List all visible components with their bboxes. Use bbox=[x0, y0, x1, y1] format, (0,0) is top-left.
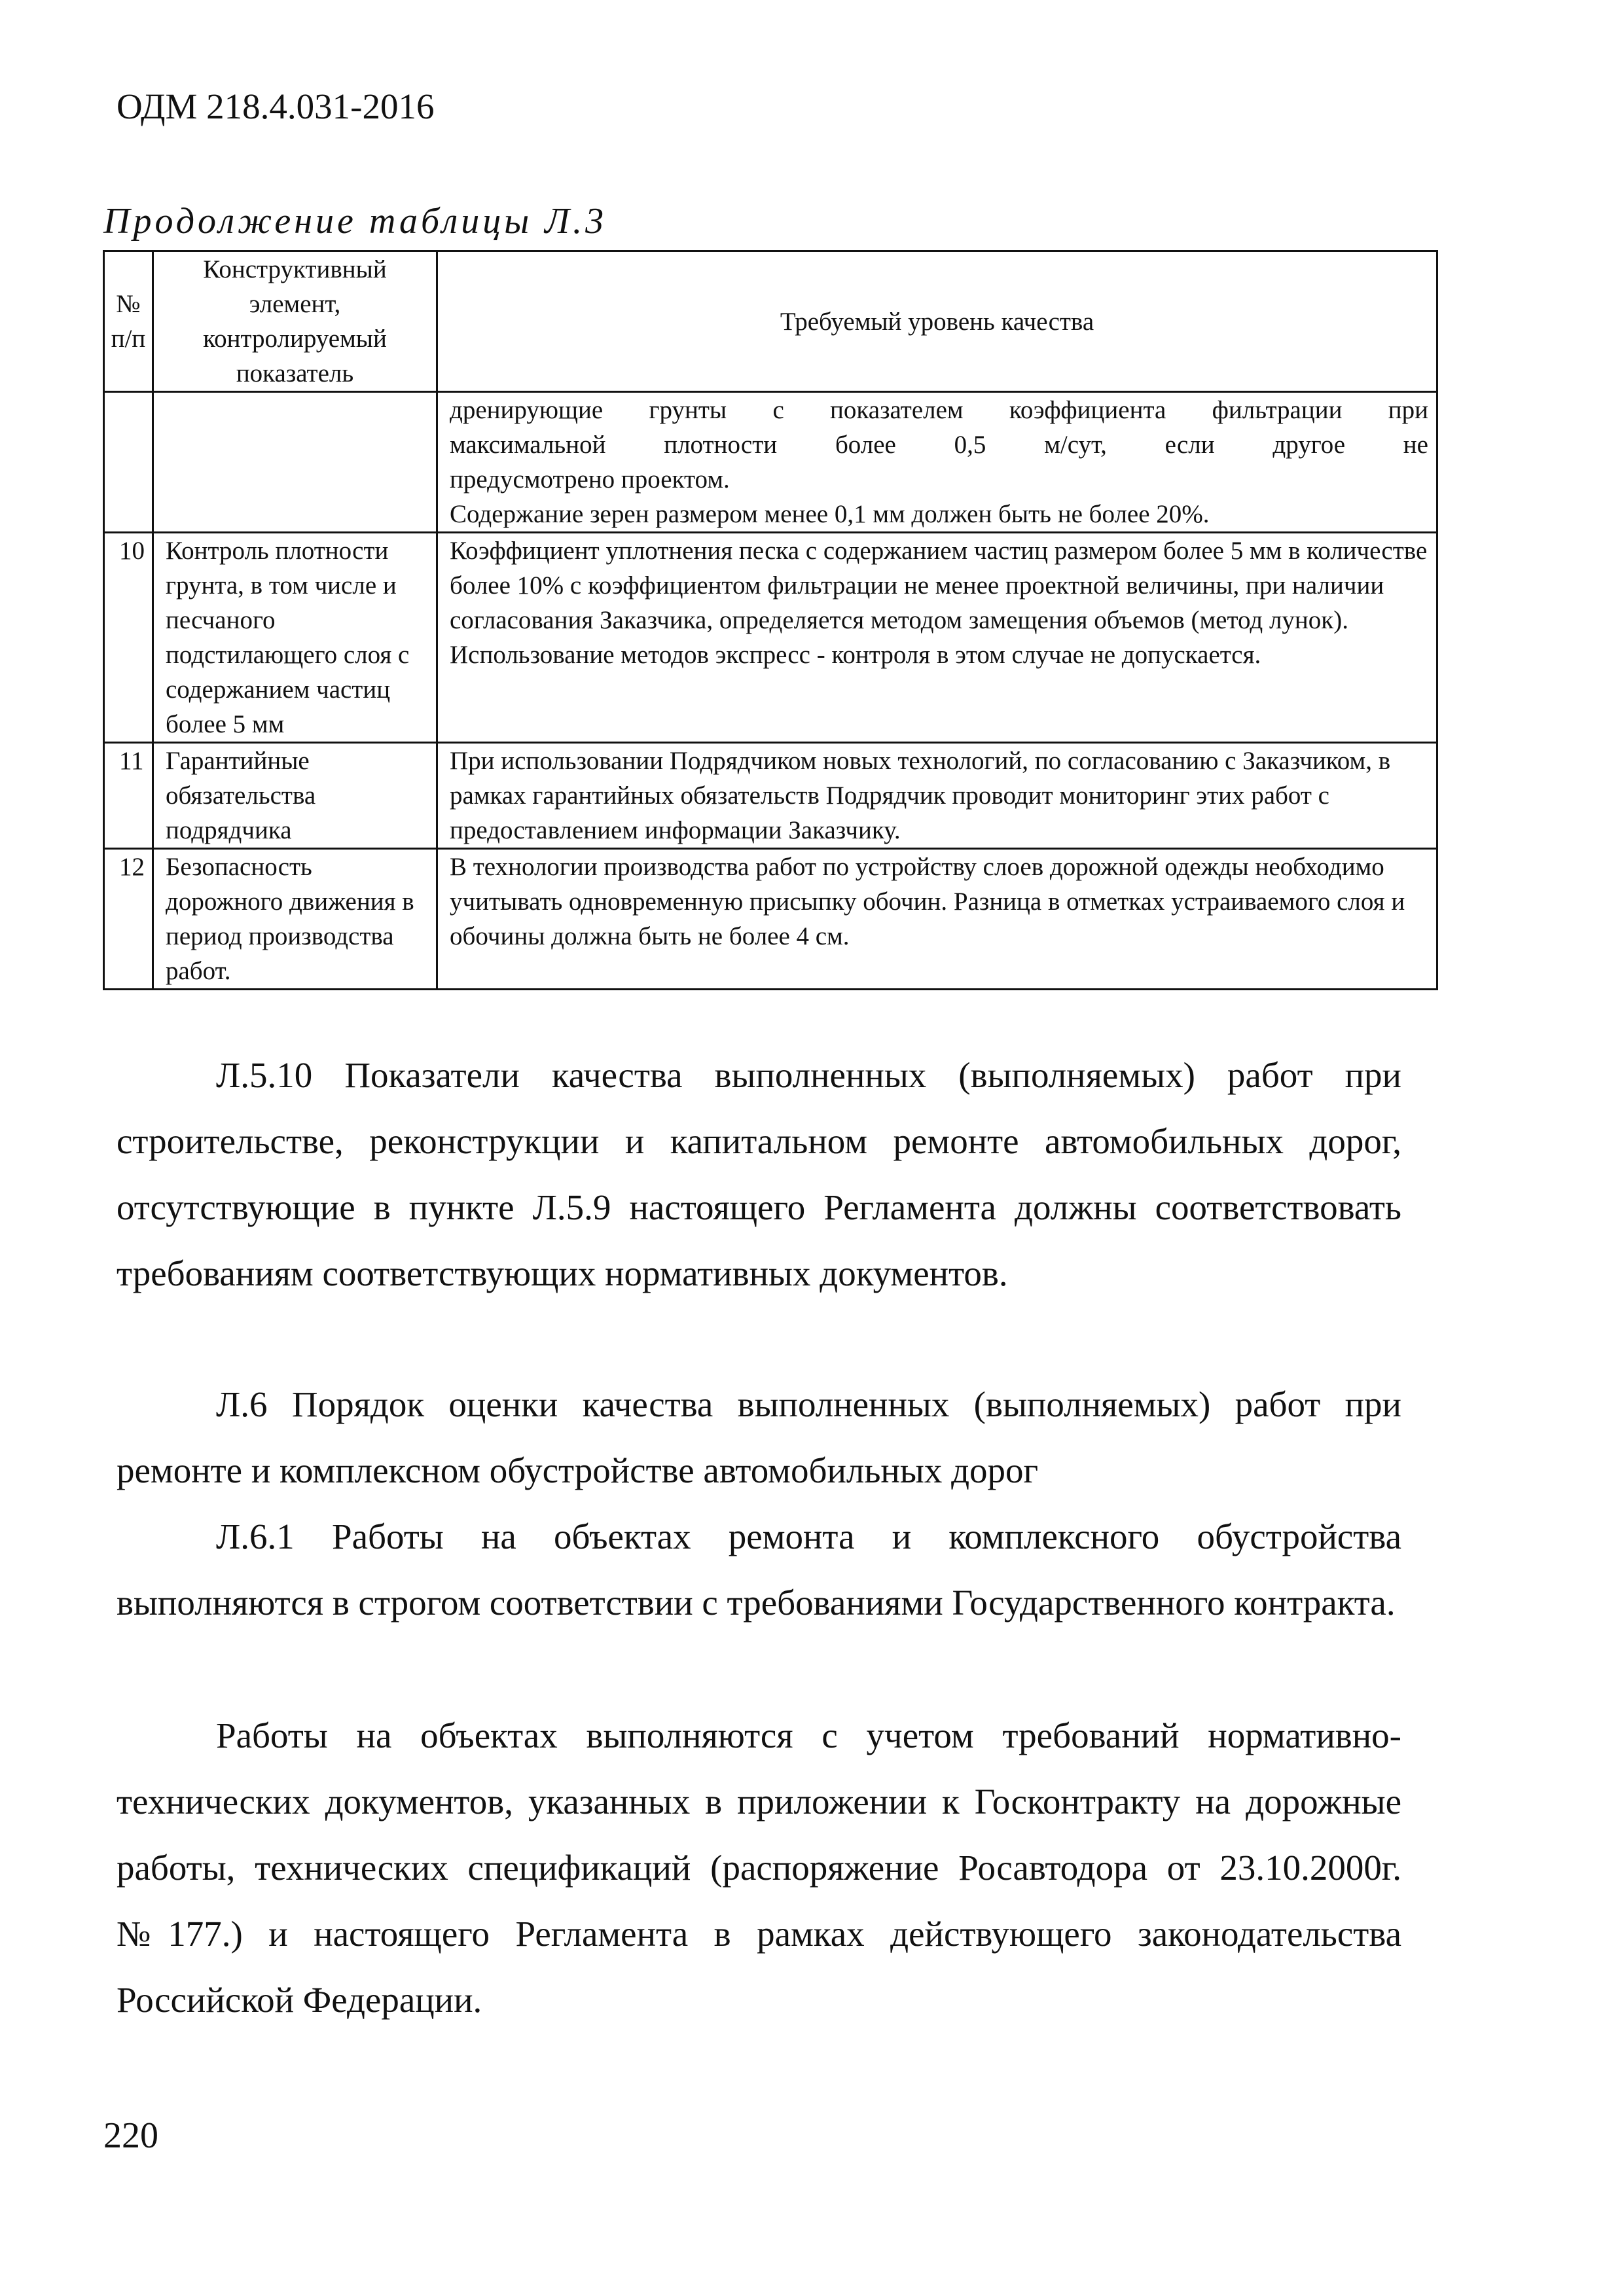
continuation-line: максимальной плотности более 0,5 м/сут, если другое не bbox=[450, 431, 1428, 459]
paragraph-l6-1 bbox=[117, 1503, 1401, 1636]
cell-num-empty bbox=[104, 392, 153, 533]
row-element: Гарантийные обязательства подрядчика bbox=[153, 743, 437, 849]
paragraph-text: Работы на объектах выполняются с учетом требований нормативно-технических документов, указанных в приложении к Госконтракту на дорожные работы, технических спецификаций (распоряжение Росавтодора от 23.10.2000г. №177.) и настоящего Регламента в рамках действующего законодательства Российской Федерации. bbox=[117, 1715, 1401, 2020]
row-element: Контроль плотности грунта, в том числе и песчаного подстилающего слоя с содержанием частиц более 5 мм bbox=[153, 533, 437, 743]
paragraph-text: Л.6 Порядок оценки качества выполненных (выполняемых) работ при ремонте и комплексном обустройстве автомобильных дорог bbox=[117, 1384, 1401, 1490]
row-requirement: Коэффициент уплотнения песка с содержанием частиц размером более 5 мм в количестве более 10% с коэффициентом фильтрации не менее проектной величины, при наличии согласования Заказчика, определяется методом замещения объемов (метод лунок). Использование методов экспресс - контроля в этом случае не допускается. bbox=[437, 533, 1437, 743]
paragraph-l5-10 bbox=[117, 1042, 1401, 1306]
column-header-requirement: Требуемый уровень качества bbox=[437, 251, 1437, 392]
row-requirement: При использовании Подрядчиком новых технологий, по согласованию с Заказчиком, в рамках гарантийных обязательств Подрядчик проводит мониторинг этих работ с предоставлением информации Заказчику. bbox=[437, 743, 1437, 849]
table-row bbox=[104, 849, 1437, 990]
paragraph-l6-heading bbox=[117, 1371, 1401, 1503]
table-header-row bbox=[104, 251, 1437, 392]
document-code: ОДМ 218.4.031-2016 bbox=[117, 86, 435, 126]
row-number: 12 bbox=[104, 849, 153, 990]
continuation-line: дренирующие грунты с показателем коэффициента фильтрации при bbox=[450, 396, 1428, 424]
quality-requirements-table bbox=[103, 250, 1438, 990]
continuation-line: предусмотрено проектом. bbox=[450, 465, 730, 493]
row-requirement: В технологии производства работ по устройству слоев дорожной одежды необходимо учитывать одновременную присыпку обочин. Разница в отметках устраиваемого слоя и обочины должна быть не более 4 см. bbox=[437, 849, 1437, 990]
column-header-num: № п/п bbox=[104, 251, 153, 392]
cell-element-empty bbox=[153, 392, 437, 533]
continuation-line: Содержание зерен размером менее 0,1 мм должен быть не более 20%. bbox=[450, 500, 1210, 528]
column-header-element: Конструктивный элемент, контролируемый показатель bbox=[153, 251, 437, 392]
paragraph-text: Л.6.1 Работы на объектах ремонта и комплексного обустройства выполняются в строгом соответствии с требованиями Государственного контракта. bbox=[117, 1516, 1401, 1623]
row-number: 10 bbox=[104, 533, 153, 743]
page-number: 220 bbox=[103, 2115, 158, 2156]
row-number: 11 bbox=[104, 743, 153, 849]
cell-requirement-continuation bbox=[437, 392, 1437, 533]
row-element: Безопасность дорожного движения в период производства работ. bbox=[153, 849, 437, 990]
paragraph-text: Л.5.10 Показатели качества выполненных (выполняемых) работ при строительстве, реконструкции и капитальном ремонте автомобильных дорог, отсутствующие в пункте Л.5.9 настоящего Регламента должны соответствовать требованиям соответствующих нормативных документов. bbox=[117, 1055, 1401, 1293]
table-row bbox=[104, 533, 1437, 743]
table-row-continuation bbox=[104, 392, 1437, 533]
table-row bbox=[104, 743, 1437, 849]
table-caption: Продолжение таблицы Л.3 bbox=[103, 201, 607, 242]
paragraph-regulations bbox=[117, 1702, 1401, 2033]
